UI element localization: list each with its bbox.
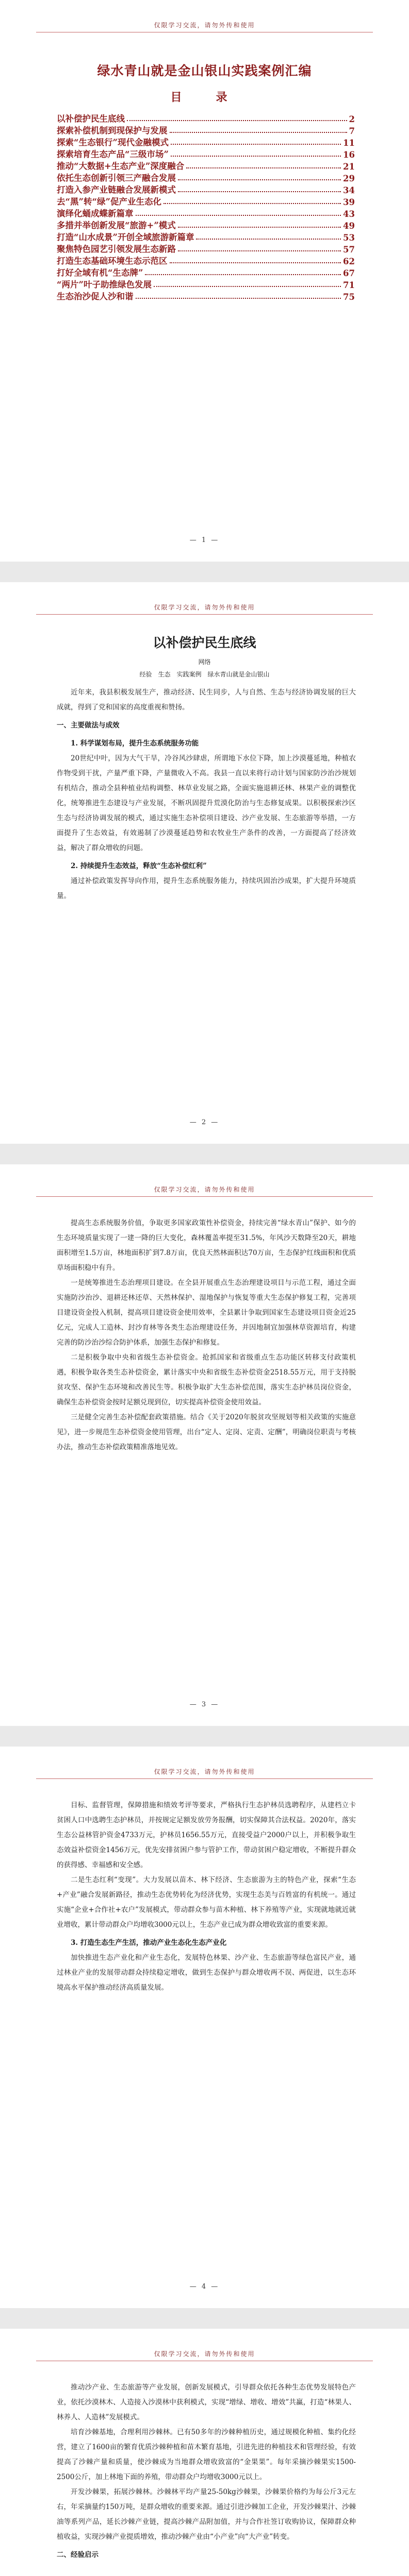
article-title: 以补偿护民生底线 <box>153 635 256 650</box>
toc-entry-page: 16 <box>343 150 355 160</box>
toc-heading: 目 录 <box>170 91 239 104</box>
toc-dot-leader <box>170 262 341 263</box>
page-1 <box>0 0 409 562</box>
toc-entry-title: 探索补偿机制到现保护与发展 <box>57 126 168 135</box>
toc-dot-leader <box>186 167 341 168</box>
page-2 <box>0 582 409 1144</box>
toc-entry-title: 聚焦特色园艺引领发展生态新路 <box>57 244 176 254</box>
toc-entry[interactable] <box>57 112 355 124</box>
page-number: — 1 — <box>189 536 220 544</box>
header-divider <box>36 614 373 615</box>
toc-entry-title: 演绎化蛹成蝶新篇章 <box>57 209 134 218</box>
toc-dot-leader <box>136 298 341 299</box>
collection-title: 绿水青山就是金山银山实践案例汇编 <box>97 63 312 78</box>
article-body <box>57 685 356 904</box>
toc-dot-leader <box>136 215 341 216</box>
subsection-heading: 1. 科学谋划布局，提升生态系统服务功能 <box>71 739 199 748</box>
toc-entry[interactable] <box>57 136 355 148</box>
subsection-heading: 2. 持续提升生态效益，释放“生态补偿红利” <box>71 862 207 870</box>
toc-entry-title: “两片”叶子助推绿色发展 <box>57 280 152 290</box>
toc-dot-leader <box>171 144 341 145</box>
toc-entry[interactable] <box>57 243 355 255</box>
toc-entry-title: 探索“生态银行”现代金融模式 <box>57 138 169 147</box>
body-paragraph: 加快推进生态产业化和产业生态化，发展特色林果、沙产业、生态旅游等绿色富民产业，通过林业产业的发展带动群众持续稳定增收，做到生态保护与群众增收两不误、两促进，以生态环境高水平保护推动经济高质量发展。 <box>57 1954 356 1992</box>
page-number: — 4 — <box>189 2283 220 2291</box>
article-source: 网络 <box>198 658 211 666</box>
subsection-heading: 3. 打造生态生产生活，推动产业生态化生态产业化 <box>71 1939 227 1947</box>
toc-dot-leader <box>178 227 341 228</box>
body-paragraph: 目标、监督管理，保障措施和绩效考评等要求，严格执行生态护林员选聘程序，从建档立卡贫困人口中选聘生态护林员，并按规定足额发放劳务报酬，切实保障其合法权益。2020年，落实生态公益林管护资金4733万元，护林员1656.55万元，直接受益户2000户以上，并积极争取生态效益补偿资金1456万元，优先安排贫困户参与管护工作，带动贫困户稳定增收，不断提升群众的获得感、幸福感和安全感。 <box>57 1801 356 1869</box>
toc-entry-page: 2 <box>349 114 355 124</box>
toc-dot-leader <box>171 156 341 157</box>
toc-entry-title: 以补偿护民生底线 <box>57 114 125 124</box>
toc-entry-title: 探索培育生态产品“三级市场” <box>57 149 169 159</box>
toc-entry[interactable] <box>57 266 355 278</box>
toc-entry-page: 39 <box>343 197 355 207</box>
toc-entry-title: 生态治沙促人沙和谐 <box>57 292 134 301</box>
toc-entry[interactable] <box>57 290 355 302</box>
toc-entry-page: 7 <box>349 126 355 136</box>
toc-dot-leader <box>170 132 347 133</box>
toc-entry-page: 67 <box>343 268 355 278</box>
table-of-contents <box>57 112 355 302</box>
page-5 <box>0 2329 409 2576</box>
body-paragraph: 通过补偿政策发挥导向作用，提升生态系统服务能力，持续巩固治沙成果，扩大提升环境质量。 <box>57 877 356 900</box>
header-divider <box>36 1778 373 1779</box>
toc-dot-leader <box>145 274 341 275</box>
toc-entry[interactable] <box>57 183 355 195</box>
toc-entry[interactable] <box>57 172 355 183</box>
body-paragraph: 二是积极争取中央和省级生态补偿资金。抢抓国家和省级重点生态功能区转移支付政策机遇，积极争取各类生态补偿资金，累计落实中央和省级生态补偿资金2518.55万元，用于支持脱贫攻坚、保护生态环境和改善民生等。积极争取扩大生态补偿范围，落实生态护林员岗位资金，确保生态补偿资金按时足额兑现到位，切实提高补偿资金使用效益。 <box>57 1353 356 1406</box>
body-paragraph: 近年来，我县积极发展生产，推动经济、民生同步，人与自然、生态与经济协调发展的巨大成就，得到了党和国家的高度重视和赞扬。 <box>57 688 356 711</box>
article-body <box>57 2380 356 2563</box>
toc-entry-title: 推动“大数据+生态产业”深度融合 <box>57 161 185 171</box>
toc-dot-leader <box>196 239 341 240</box>
section-heading: 一、主要做法与成效 <box>57 721 120 730</box>
toc-entry-title: 去“黑”转“绿”促产业生态化 <box>57 197 161 207</box>
toc-dot-leader <box>163 203 341 204</box>
body-paragraph: 提高生态系统服务价值，争取更多国家政策性补偿资金，持续完善“绿水青山”保护、如今的生态环境质量实现了一建一降的巨大变化，森林覆盖率提至31.5%，年风沙天数降至20天，耕地面积增至1.5万亩，林地面积扩到7.8万亩，优良天然林面积达70万亩，生态保护红线面积和优质草场面积稳中有升。 <box>57 1219 356 1272</box>
body-paragraph: 开发沙棘果，拓展沙棘林。沙棘林平均产量25-50kg沙棘果，沙棘果价格约为每公斤3元左右，年采摘量约150万吨，是群众增收的重要来源。通过引进沙棘加工企业，开发沙棘果汁、沙棘油等系列产品，延长沙棘产业链，提高沙棘产品附加值，并与合作社签订收购协议，保障群众种植收益，实现沙棘产业提质增效，推动沙棘产业由“小产业”向“大产业”转变。 <box>57 2488 356 2541</box>
article-body <box>57 1216 356 1455</box>
toc-dot-leader <box>127 120 347 121</box>
body-paragraph: 20世纪中叶，因为大气干旱，冷谷风沙肆虐，所谓地下水位下降，加上沙漠蔓延地，种植农作物受到干扰，产量严重下降，产量微收入不高。我县一直以来将行动计划与国家防沙治沙规划有机结合，推动全县种植业结构调整、林草业发展之路，全面实施退耕还林、林果产业的调整优化，统筹推进生态建设与产业发展，不断巩固提升荒漠化防治与生态修复成果。以积极探索沙区生态与经济协调发展的模式，通过实施生态补偿项目建设、沙产业发展、生态旅游等举措，一方面提升了生态效益，有效遏制了沙漠蔓延趋势和农牧业生产条件的改善，一方面提高了经济效益，解决了群众增收的问题。 <box>57 754 356 852</box>
toc-entry-page: 34 <box>343 185 355 195</box>
toc-entry[interactable] <box>57 219 355 231</box>
toc-entry[interactable] <box>57 195 355 207</box>
toc-entry-page: 75 <box>343 292 355 302</box>
toc-entry[interactable] <box>57 124 355 136</box>
toc-dot-leader <box>178 250 341 251</box>
toc-entry-title: 打造生态基础环境生态示范区 <box>57 256 168 266</box>
toc-entry-page: 62 <box>343 257 355 266</box>
toc-entry[interactable] <box>57 255 355 266</box>
body-paragraph: 三是健全完善生态补偿配套政策措施。结合《关于2020年脱贫攻坚规划等相关政策的实施意见》，进一步规范生态补偿资金使用管理，出台“定人、定岗、定责、定酬”，明确岗位职责与考核办法，推动生态补偿政策精准落地见效。 <box>57 1413 356 1451</box>
toc-entry-page: 29 <box>343 174 355 183</box>
article-body <box>57 1798 356 1995</box>
article-keywords: 经验 生态 实践案例 绿水青山就是金山银山 <box>139 671 270 678</box>
toc-entry[interactable] <box>57 148 355 160</box>
toc-dot-leader <box>178 179 341 180</box>
toc-entry-page: 71 <box>343 280 355 290</box>
toc-entry-page: 21 <box>343 162 355 172</box>
header-divider <box>36 1196 373 1197</box>
toc-entry-page: 53 <box>343 233 355 243</box>
page-3 <box>0 1164 409 1726</box>
toc-dot-leader <box>154 286 341 287</box>
page-number: — 3 — <box>189 1701 220 1708</box>
toc-entry-title: 打好全域有机“生态牌” <box>57 268 143 278</box>
page-number: — 2 — <box>189 1118 220 1126</box>
page-header: 仅限学习交流，请勿外传和使用 <box>154 604 255 611</box>
toc-entry-title: 依托生态创新引领三产融合发展 <box>57 173 176 183</box>
body-paragraph: 一是统筹推进生态治理项目建设。在全县开展重点生态治理建设项目与示范工程，通过全面实施防沙治沙、退耕还林还草、天然林保护、湿地保护与恢复等重大生态保护修复工程，完善项目建设资金投入机制，提高项目建设资金使用效率，全县累计争取到国家生态建设项目资金近25亿元，完成人工造林、封沙育林等各类生态治理建设任务，并因地制宜加强林草资源培育，构建完善的防沙治沙综合防护体系，加强生态保护和修复。 <box>57 1279 356 1347</box>
toc-entry-page: 11 <box>343 138 355 148</box>
toc-entry[interactable] <box>57 231 355 243</box>
page-header: 仅限学习交流，请勿外传和使用 <box>154 1186 255 1193</box>
page-4 <box>0 1747 409 2308</box>
body-paragraph: 培育沙棘基地，合理利用沙棘林。已有50多年的沙棘种植历史，通过规模化种植、集约化经营，建立了1600亩的繁育优质沙棘种植和苗木繁育基地，引进先进的种植技术和管理经验，有效提高了沙棘产量和质量，使沙棘成为当地群众增收致富的“金果果”。每年采摘沙棘果实1500-2500公斤，加上林地下面的养殖，带动群众户均增收3000元以上。 <box>57 2428 356 2481</box>
page-header: 仅限学习交流，请勿外传和使用 <box>154 1768 255 1775</box>
body-paragraph: 二是生态红利“变现”。大力发展以苗木、林下经济、生态旅游为主的特色产业，探索“生态+产业”融合发展新路径，推动生态优势转化为经济优势，实现生态美与百姓富的有机统一。通过实施“企业+合作社+农户”发展模式，带动群众参与苗木种植、林下养殖等产业，实现就地就近就业增收，累计带动群众户均增收3000元以上，生态产业已成为群众增收致富的重要来源。 <box>57 1876 356 1929</box>
body-paragraph: 推动沙产业、生态旅游等产业发展，创新发展模式，引导群众依托各种生态优势发展特色产业，依托沙漠林木、人造接入沙漠林中获利模式，实现“增绿、增收、增效”共赢，打造“林果人、林养人、人造林”发展模式。 <box>57 2383 356 2421</box>
toc-entry-page: 57 <box>343 245 355 255</box>
page-header: 仅限学习交流，请勿外传和使用 <box>154 2350 255 2358</box>
section-heading: 二、经验启示 <box>57 2551 99 2559</box>
toc-entry-title: 多措并举创新发展“旅游+”模式 <box>57 221 176 230</box>
toc-entry[interactable] <box>57 278 355 290</box>
toc-entry[interactable] <box>57 160 355 172</box>
toc-entry[interactable] <box>57 207 355 219</box>
page-header: 仅限学习交流，请勿外传和使用 <box>154 22 255 29</box>
toc-entry-title: 打造“山水成景”开创全域旅游新篇章 <box>57 232 194 242</box>
toc-entry-title: 打造入参产业链融合发展新模式 <box>57 185 176 195</box>
toc-dot-leader <box>178 191 341 192</box>
toc-entry-page: 43 <box>343 209 355 219</box>
toc-entry-page: 49 <box>343 221 355 231</box>
